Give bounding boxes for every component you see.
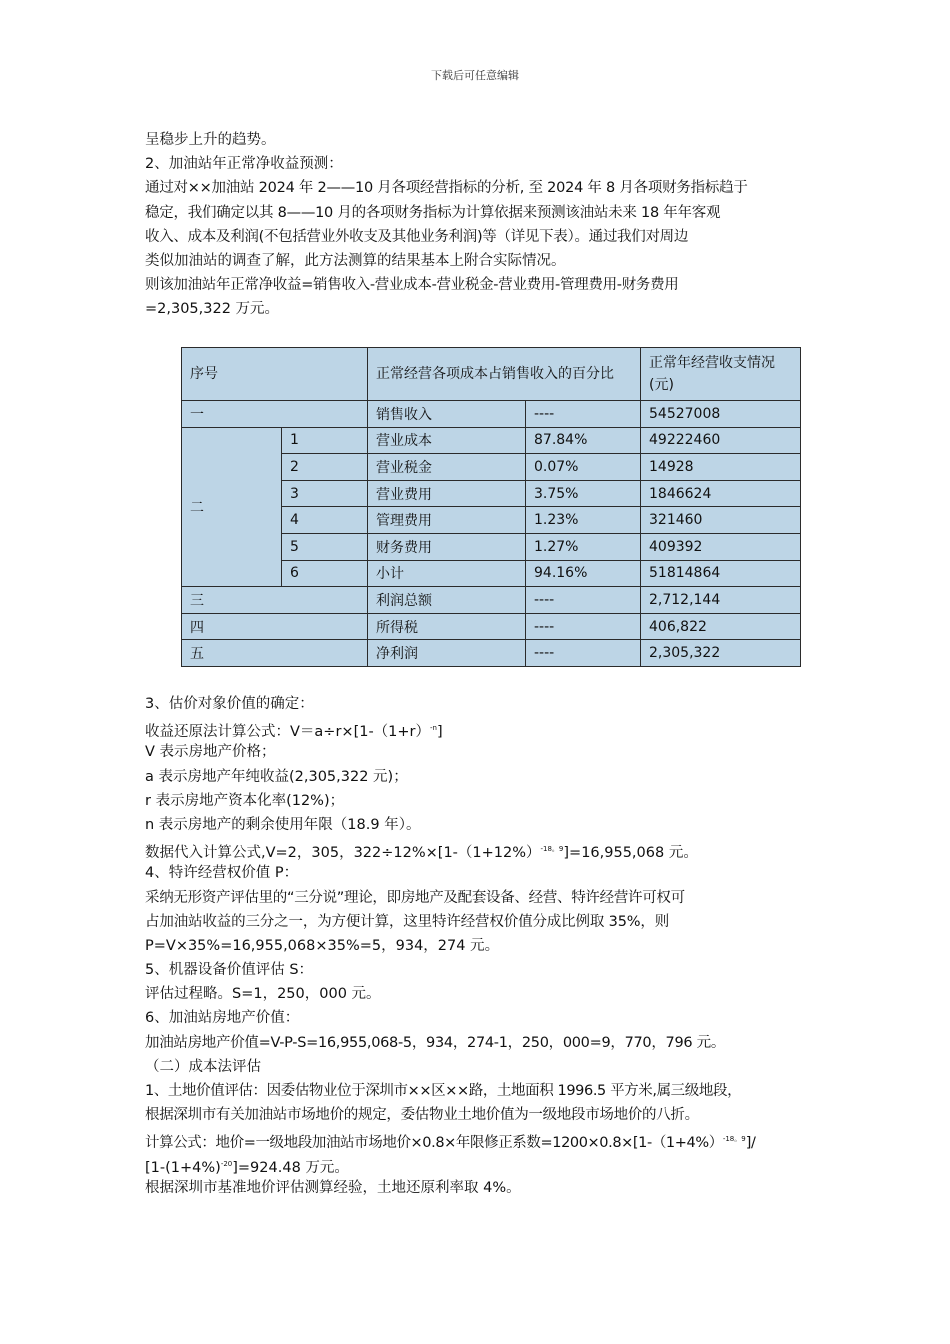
row-amount: 1846624 [641, 480, 801, 507]
row-amount: 51814864 [641, 560, 801, 587]
row-item: 营业成本 [368, 427, 526, 454]
header-seq: 序号 [182, 348, 368, 401]
group-seq: 二 [182, 427, 282, 587]
paragraph-line: n 表示房地产的剩余使用年限（18.9 年）。 [145, 816, 421, 833]
table-row [182, 640, 801, 667]
paragraph-line: 根据深圳市基准地价评估测算经验，土地还原利率取 4%。 [145, 1179, 521, 1196]
row-no: 5 [282, 533, 368, 560]
row-item: 净利润 [368, 640, 526, 667]
row-amount: 409392 [641, 533, 801, 560]
paragraph-line: 占加油站收益的三分之一，为方便计算，这里特许经营权价值分成比例取 35%，则 [145, 913, 670, 930]
row-pct: 0.07% [526, 454, 641, 481]
page-header: 下载后可任意编辑 [431, 69, 519, 82]
formula-result: =2,305,322 万元。 [145, 301, 280, 318]
row-no: 4 [282, 507, 368, 534]
financial-table [181, 347, 801, 667]
row-seq: 三 [182, 587, 368, 614]
row-item: 销售收入 [368, 401, 526, 428]
formula-text: 计算公式：地价=一级地段加油站市场地价×0.8×年限修正系数=1200×0.8×[1-（1+4%） [145, 1135, 723, 1152]
formula-line [145, 716, 815, 740]
row-amount: 54527008 [641, 401, 801, 428]
paragraph-line: a 表示房地产年纯收益(2,305,322 元)； [145, 768, 408, 785]
formula-text: ]=924.48 万元。 [232, 1159, 349, 1176]
row-pct: 3.75% [526, 480, 641, 507]
intro-section [145, 128, 815, 322]
header-amount: 正常年经营收支情况(元) [641, 348, 801, 401]
formula-exponent: -18。9 [540, 845, 564, 854]
formula-text: ]/ [745, 1135, 756, 1152]
section-heading: 6、加油站房地产价值： [145, 1010, 300, 1027]
table-row [182, 427, 801, 454]
row-pct: 94.16% [526, 560, 641, 587]
row-pct: 87.84% [526, 427, 641, 454]
row-amount: 406,822 [641, 613, 801, 640]
formula-text: 数据代入计算公式,V=2，305，322÷12%×[1-（1+12%） [145, 845, 541, 862]
formula-exponent: -20 [220, 1159, 233, 1168]
row-pct: 1.23% [526, 507, 641, 534]
row-amount: 2,305,322 [641, 640, 801, 667]
row-seq: 四 [182, 613, 368, 640]
paragraph-line: 通过对××加油站 2024 年 2——10 月各项经营指标的分析, 至 2024 年 8 月各项财务指标趋于 [145, 180, 748, 197]
valuation-section [145, 692, 815, 1200]
section-heading: 3、估价对象价值的确定： [145, 696, 314, 712]
paragraph-line: 采纳无形资产评估里的“三分说”理论，即房地产及配套设备、经营、特许经营许可权可 [145, 889, 685, 906]
row-amount: 49222460 [641, 427, 801, 454]
section-heading: 4、特许经营权价值 P： [145, 865, 299, 882]
paragraph-line: 类似加油站的调查了解，此方法测算的结果基本上附合实际情况。 [145, 252, 566, 269]
formula-line [145, 1152, 815, 1176]
row-item: 小计 [368, 560, 526, 587]
section-heading: 5、机器设备价值评估 S： [145, 962, 314, 979]
table-row [182, 587, 801, 614]
paragraph-line: 评估过程略。S=1，250，000 元。 [145, 986, 381, 1003]
table-header-row [182, 348, 801, 401]
formula-exponent: -n [430, 724, 437, 733]
paragraph-line: 呈稳步上升的趋势。 [145, 132, 276, 148]
row-seq: 一 [182, 401, 368, 428]
paragraph-line: 加油站房地产价值=V-P-S=16,955,068-5，934，274-1，250，000=9，770，796 元。 [145, 1034, 726, 1051]
row-amount: 321460 [641, 507, 801, 534]
row-amount: 2,712,144 [641, 587, 801, 614]
row-seq: 五 [182, 640, 368, 667]
paragraph-line: r 表示房地产资本化率(12%)； [145, 792, 345, 809]
formula-line: 则该加油站年正常净收益=销售收入-营业成本-营业税金-营业费用-管理费用-财务费用 [145, 277, 679, 294]
header-percentage: 正常经营各项成本占销售收入的百分比 [368, 348, 641, 401]
table-row [182, 613, 801, 640]
formula-line [145, 837, 815, 861]
formula-text: 收益还原法计算公式：V＝a÷r×[1-（1+r） [145, 724, 431, 741]
row-amount: 14928 [641, 454, 801, 481]
paragraph-line: 收入、成本及利润(不包括营业外收支及其他业务利润)等（详见下表）。通过我们对周边 [145, 228, 689, 245]
row-pct: ---- [526, 587, 641, 614]
row-no: 3 [282, 480, 368, 507]
row-item: 营业税金 [368, 454, 526, 481]
row-item: 利润总额 [368, 587, 526, 614]
formula-line [145, 1127, 815, 1151]
row-no: 6 [282, 560, 368, 587]
paragraph-line: 根据深圳市有关加油站市场地价的规定，委估物业土地价值为一级地段市场地价的八折。 [145, 1107, 699, 1124]
row-pct: 1.27% [526, 533, 641, 560]
paragraph-line: 1、土地价值评估：因委估物业位于深圳市××区××路，土地面积 1996.5 平方米,属三级地段， [145, 1083, 742, 1099]
row-item: 所得税 [368, 613, 526, 640]
formula-exponent: -18。9 [722, 1135, 746, 1144]
row-no: 1 [282, 427, 368, 454]
row-pct: ---- [526, 613, 641, 640]
row-item: 营业费用 [368, 480, 526, 507]
row-pct: ---- [526, 401, 641, 428]
formula-text: ]=16,955,068 元。 [563, 845, 698, 862]
row-pct: ---- [526, 640, 641, 667]
section-heading: （二）成本法评估 [145, 1058, 261, 1075]
row-item: 管理费用 [368, 507, 526, 534]
table-row [182, 401, 801, 428]
formula-text: ] [436, 724, 443, 741]
section-heading: 2、加油站年正常净收益预测： [145, 156, 343, 173]
paragraph-line: 稳定，我们确定以其 8——10 月的各项财务指标为计算依据来预测该油站未来 18 年年客观 [145, 204, 721, 221]
row-no: 2 [282, 454, 368, 481]
paragraph-line: V 表示房地产价格； [145, 744, 276, 761]
formula-text: [1-(1+4%) [145, 1159, 221, 1176]
row-item: 财务费用 [368, 533, 526, 560]
paragraph-line: P=V×35%=16,955,068×35%=5，934，274 元。 [145, 937, 500, 954]
